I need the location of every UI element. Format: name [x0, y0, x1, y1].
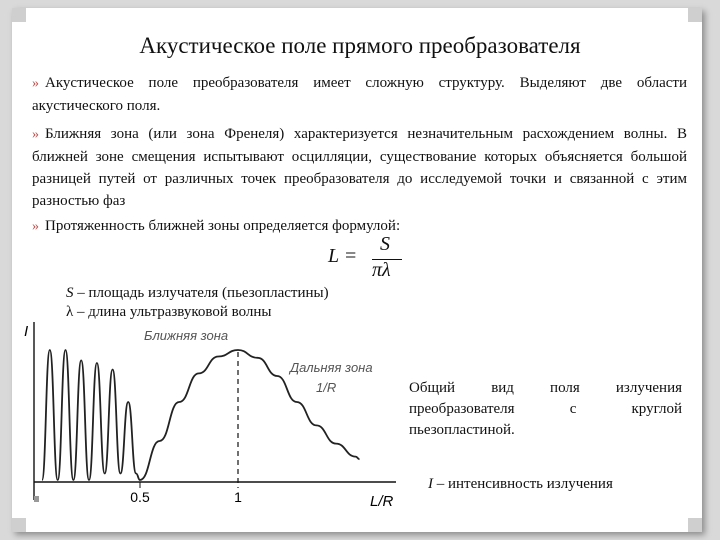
definition-symbol: λ	[66, 304, 74, 320]
paragraph-text: Протяженность ближней зоны определяется формулой:	[45, 218, 401, 234]
figure-caption: Общий вид поля излучения преобразователя с круглой пьезопластиной.	[409, 380, 682, 438]
intensity-chart	[24, 322, 414, 512]
bullet-icon: »	[32, 127, 39, 142]
bullet-icon: »	[32, 76, 39, 91]
definition-text: – длина ультразвуковой волны	[73, 304, 272, 320]
definition-text: – площадь излучателя (пьезопластины)	[73, 285, 329, 301]
paragraph-near-zone	[32, 123, 687, 212]
slide-corner-decoration	[12, 8, 26, 22]
intensity-note	[428, 474, 613, 494]
y-axis-label: I	[24, 323, 29, 340]
bullet-icon: »	[32, 219, 39, 234]
slide-title: Акустическое поле прямого преобразователя	[139, 33, 581, 58]
x-tick-label: 1	[234, 489, 242, 505]
definition-symbol: S	[66, 285, 74, 301]
far-zone-annotation: Дальняя зона	[290, 360, 373, 375]
paragraph-structure	[32, 72, 687, 117]
near-zone-annotation: Ближняя зона	[144, 328, 229, 343]
formula-lhs: L =	[328, 245, 358, 267]
x-tick-label: 0.5	[130, 489, 150, 505]
origin-marker	[34, 496, 39, 502]
far-zone-decay-annotation: 1/R	[316, 380, 337, 395]
formula-numerator: S	[380, 233, 390, 255]
note-text: – интенсивность излучения	[433, 476, 613, 492]
paragraph-text: Акустическое поле преобразователя имеет сложную структуру. Выделяют две области акустического поля.	[32, 75, 687, 114]
formula-denominator: πλ	[372, 259, 391, 281]
slide-corner-decoration	[12, 518, 26, 532]
near-zone-formula	[328, 233, 408, 283]
definition-wavelength	[66, 302, 272, 322]
paragraph-text: Ближняя зона (или зона Френеля) характеризуется незначительным расхождением волны. В ближней зоне смещения испытывают осцилляции, существование которых объясняется большой разницей путей от различных точек преобразователя до исследуемой точки и связанной с этим разностью фаз	[32, 126, 687, 209]
x-axis-label: L/R	[370, 493, 394, 510]
slide-corner-decoration	[688, 8, 702, 22]
definition-area	[66, 283, 329, 303]
note-symbol: I	[428, 476, 433, 492]
slide-corner-decoration	[688, 518, 702, 532]
